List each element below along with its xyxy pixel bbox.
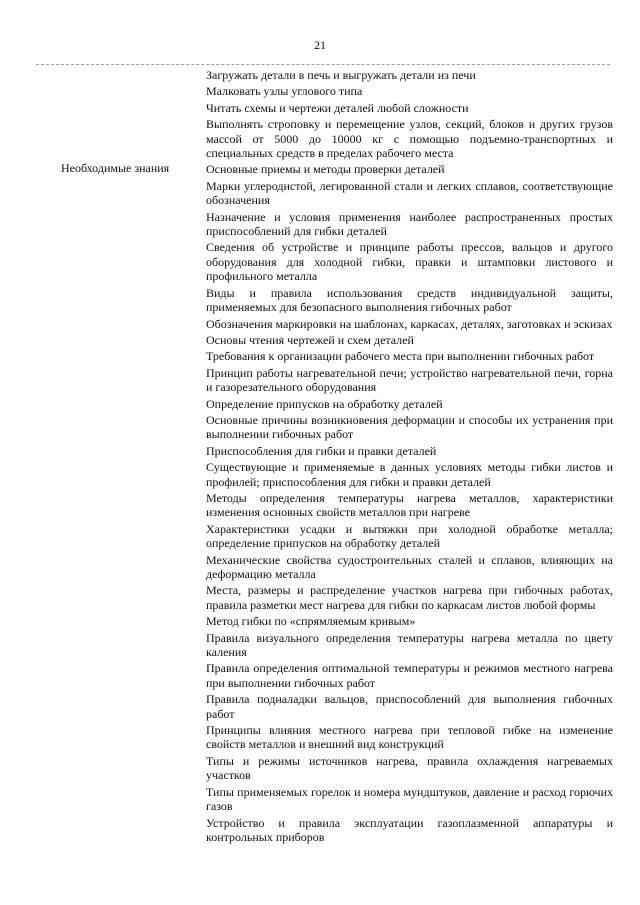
list-item: Правила определения оптимальной температуры и режимов местного нагрева при выполнении гибочных работ <box>206 661 613 690</box>
list-item: Типы и режимы источников нагрева, правила охлаждения нагреваемых участков <box>206 753 613 783</box>
list-item: Выполнять строповку и перемещение узлов, секций, блоков и других грузов массой от 5000 до 10000 кг с помощью подъемно-транспортных и специальных средств в пределах рабочего места <box>206 117 613 161</box>
list-item: Методы определения температуры нагрева металлов, характеристики изменения основных свойств металлов при нагреве <box>206 490 613 520</box>
list-item: Загружать детали в печь и выгружать детали из печи <box>206 68 476 82</box>
list-item: Основы чтения чертежей и схем деталей <box>206 332 414 347</box>
list-item: Существующие и применяемые в данных условиях методы гибки листов и профилей; приспособления для гибки и правки деталей <box>206 460 613 489</box>
scan-line <box>36 64 610 65</box>
list-item: Принципы влияния местного нагрева при тепловой гибке на изменение свойств металлов и внешний вид конструкций <box>206 723 613 752</box>
list-item: Характеристики усадки и вытяжки при холодной обработке металла; определение припусков на обработку деталей <box>206 521 613 551</box>
list-item: Читать схемы и чертежи деталей любой сложности <box>206 100 469 115</box>
list-item: Основные приемы и методы проверки деталей <box>206 162 445 177</box>
list-item: Устройство и правила эксплуатации газоплазменной аппаратуры и контрольных приборов <box>206 815 613 844</box>
list-item: Назначение и условия применения наиболее распространенных простых приспособлений для гибки деталей <box>206 209 613 239</box>
list-item: Обозначения маркировки на шаблонах, каркасах, деталях, заготовках и эскизах <box>206 316 613 331</box>
list-item: Малковать узлы углового типа <box>206 84 363 99</box>
list-item: Основные причины возникновения деформации и способы их устранения при выполнении гибочных работ <box>206 412 613 442</box>
section-label: Необходимые знания <box>61 161 170 175</box>
list-item: Правила подналадки вальцов, приспособлений для выполнения гибочных работ <box>206 692 613 721</box>
list-item: Марки углеродистой, легированной стали и легких сплавов, соответствующие обозначения <box>206 178 613 208</box>
list-item: Метод гибки по «спрямляемым кривым» <box>206 614 416 629</box>
requirements-list <box>206 68 613 846</box>
list-item: Определение припусков на обработку деталей <box>206 396 443 411</box>
list-item: Принцип работы нагревательной печи; устройство нагревательной печи, горна и газорезательного оборудования <box>206 365 613 395</box>
list-item: Приспособления для гибки и правки деталей <box>206 443 437 458</box>
list-item: Механические свойства судостроительных сталей и сплавов, влияющих на деформацию металла <box>206 552 613 581</box>
list-item: Требования к организации рабочего места при выполнении гибочных работ <box>206 349 595 364</box>
list-item: Виды и правила использования средств индивидуальной защиты, применяемых для безопасного выполнения гибочных работ <box>206 285 613 315</box>
list-item: Правила визуального определения температуры нагрева металла по цвету каления <box>206 630 613 660</box>
list-item: Типы применяемых горелок и номера мундштуков, давление и расход горючих газов <box>206 784 613 814</box>
page-number: 21 <box>314 38 326 52</box>
list-item: Сведения об устройстве и принципе работы прессов, вальцов и другого оборудования для холодной гибки, правки и штамповки листового и профильного металла <box>206 240 613 284</box>
list-item: Места, размеры и распределение участков нагрева при гибочных работах, правила разметки мест нагрева для гибки по каркасам листов любой формы <box>206 583 613 612</box>
